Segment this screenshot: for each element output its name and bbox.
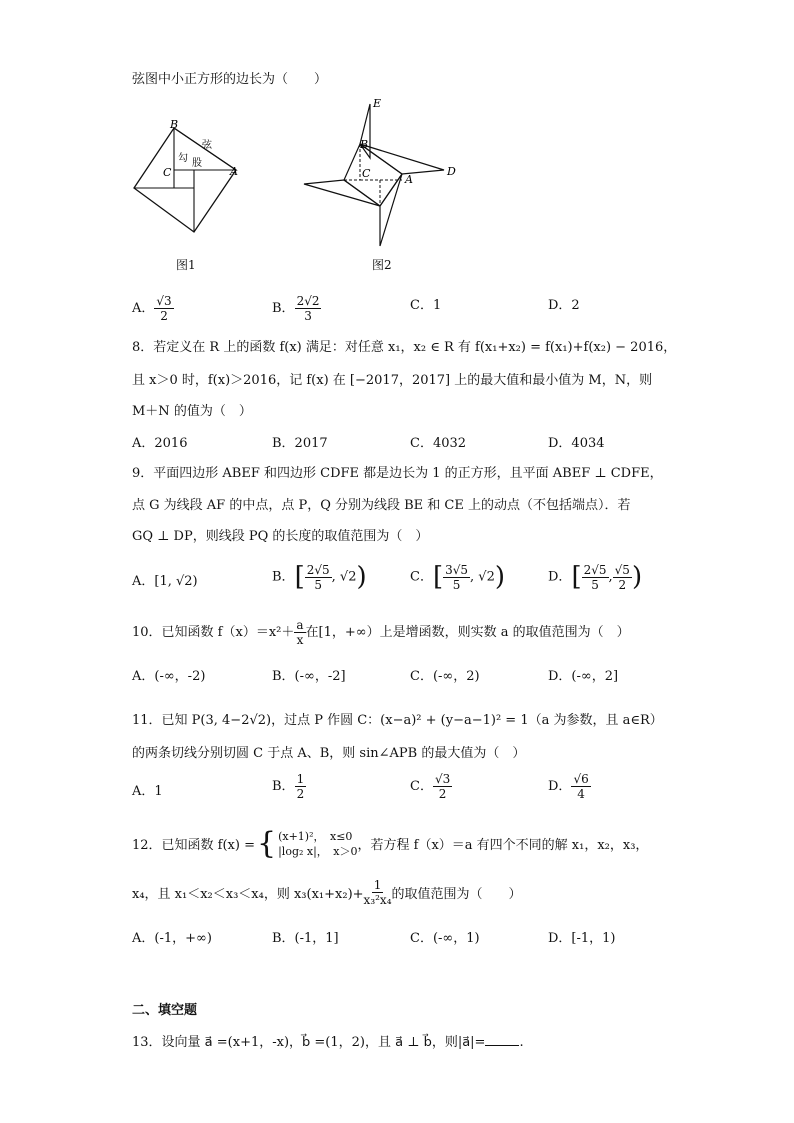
- q11-options: [132, 770, 692, 806]
- q7-options: [132, 286, 692, 322]
- q12-case-2: |log₂ x|， x＞0: [278, 844, 358, 858]
- q10-option-c: C．(-∞，2): [410, 669, 480, 684]
- section-fill-in-title: 二、填空题: [132, 1003, 198, 1018]
- q8-line-1: 8．若定义在 R 上的函数 f(x) 满足：对任意 x₁，x₂ ∈ R 有 f(x₁+x₂) = f(x₁)+f(x₂) − 2016，: [132, 340, 677, 355]
- fig2-label-C: C: [362, 167, 371, 180]
- q12-option-d: D．[-1，1): [548, 931, 616, 946]
- q9-options: [132, 560, 692, 600]
- q7-option-d: D．2: [548, 298, 580, 313]
- q12-option-b: B．(-1，1]: [272, 931, 339, 946]
- q12-line-2: x₄，且 x₁＜x₂＜x₃＜x₄，则 x₃(x₁+x₂)+ $\frac{1}{\text{x₃²x₄}}$ 的取值范围为（ ）: [132, 878, 522, 907]
- q11-line-2: 的两条切线分别切圆 C 于点 A、B，则 sin∠APB 的最大值为（ ）: [132, 746, 526, 761]
- q9-option-b: B．[ $\frac{2√5}{5}$ , √2): [272, 562, 367, 592]
- q7-option-a: A． $\frac{√3}{2}$: [132, 294, 172, 323]
- q8-option-a: A．2016: [132, 436, 188, 451]
- q12-case-1: (x+1)²， x≤0: [278, 829, 353, 843]
- q10-stem: 10．已知函数 f（x）＝x²＋ $\frac{a}{x}$ 在[1，+∞）上是增函数，则实数 a 的取值范围为（ ）: [132, 618, 630, 647]
- q8-option-c: C．4032: [410, 436, 467, 451]
- q11-option-b: B． $\frac{1}{2}$: [272, 772, 305, 801]
- figure-2-caption: 图2: [372, 258, 392, 272]
- q7-option-c: C．1: [410, 298, 442, 313]
- q11-line-1: 11．已知 P(3, 4−2√2)，过点 P 作圆 C：(x−a)² + (y−a−1)² = 1（a 为参数，且 a∈R）: [132, 713, 663, 728]
- q11-option-c: C． $\frac{√3}{2}$: [410, 772, 451, 801]
- q7-stem: 弦图中小正方形的边长为（ ）: [132, 72, 328, 87]
- fig1-label-gu: 股: [192, 158, 202, 169]
- q8-option-b: B．2017: [272, 436, 328, 451]
- q10-option-b: B．(-∞，-2]: [272, 669, 346, 684]
- q11-option-d: D． $\frac{√6}{4}$: [548, 772, 589, 801]
- q7-option-b: B． $\frac{2√2}{3}$: [272, 294, 320, 323]
- q9-line-3: GQ ⊥ DP，则线段 PQ 的长度的取值范围为（ ）: [132, 529, 429, 544]
- q11-option-a: A．1: [132, 784, 163, 799]
- q13-stem: 13．设向量 a⃗ =(x+1，-x)，b⃗ =(1，2)，且 a⃗ ⊥ b⃗，则|a⃗|= .: [132, 1035, 524, 1050]
- q10-options: [132, 665, 692, 685]
- fig1-label-C: C: [163, 166, 172, 179]
- fig2-label-B: B: [360, 138, 369, 151]
- q10-option-a: A．(-∞，-2): [132, 669, 206, 684]
- q8-option-d: D．4034: [548, 436, 605, 451]
- figure-1-caption: 图1: [176, 258, 196, 272]
- q12-options: [132, 927, 692, 947]
- q9-option-d: D．[ $\frac{2√5}{5}$ , $\frac{√5}{2}$ ): [548, 562, 643, 592]
- fig1-label-A: A: [230, 165, 238, 178]
- fig1-label-gou: 勾: [178, 153, 188, 164]
- figure-1-diagram: [130, 118, 245, 233]
- q8-line-2: 且 x＞0 时，f(x)＞2016，记 f(x) 在 [−2017，2017] 上的最大值和最小值为 M，N，则: [132, 373, 653, 388]
- q12-option-a: A．(-1，+∞): [132, 931, 212, 946]
- q12-stem: 12．已知函数 f(x) = { (x+1)²， x≤0 |log₂ x|， x＞0 ，若方程 f（x）＝a 有四个不同的解 x₁，x₂，x₃，: [132, 826, 649, 861]
- q9-line-2: 点 G 为线段 AF 的中点，点 P，Q 分别为线段 BE 和 CE 上的动点（不包括端点）．若: [132, 498, 631, 513]
- q9-option-a: A．[1, √2): [132, 574, 198, 589]
- figure-2-diagram: [300, 98, 465, 248]
- fig2-label-E: E: [373, 98, 382, 110]
- q9-option-c: C．[ $\frac{3√5}{5}$ , √2): [410, 562, 506, 592]
- q13-answer-blank[interactable]: [485, 1045, 519, 1046]
- q8-line-3: M＋N 的值为（ ）: [132, 404, 252, 419]
- q10-option-d: D．(-∞，2]: [548, 669, 619, 684]
- fig2-label-D: D: [447, 165, 456, 178]
- fig2-label-A: A: [405, 173, 413, 186]
- q9-line-1: 9．平面四边形 ABEF 和四边形 CDFE 都是边长为 1 的正方形，且平面 ABEF ⊥ CDFE，: [132, 466, 663, 481]
- fig1-label-xian: 弦: [202, 140, 212, 151]
- q8-options: [132, 432, 692, 452]
- q12-option-c: C．(-∞，1): [410, 931, 480, 946]
- fig1-label-B: B: [170, 118, 179, 131]
